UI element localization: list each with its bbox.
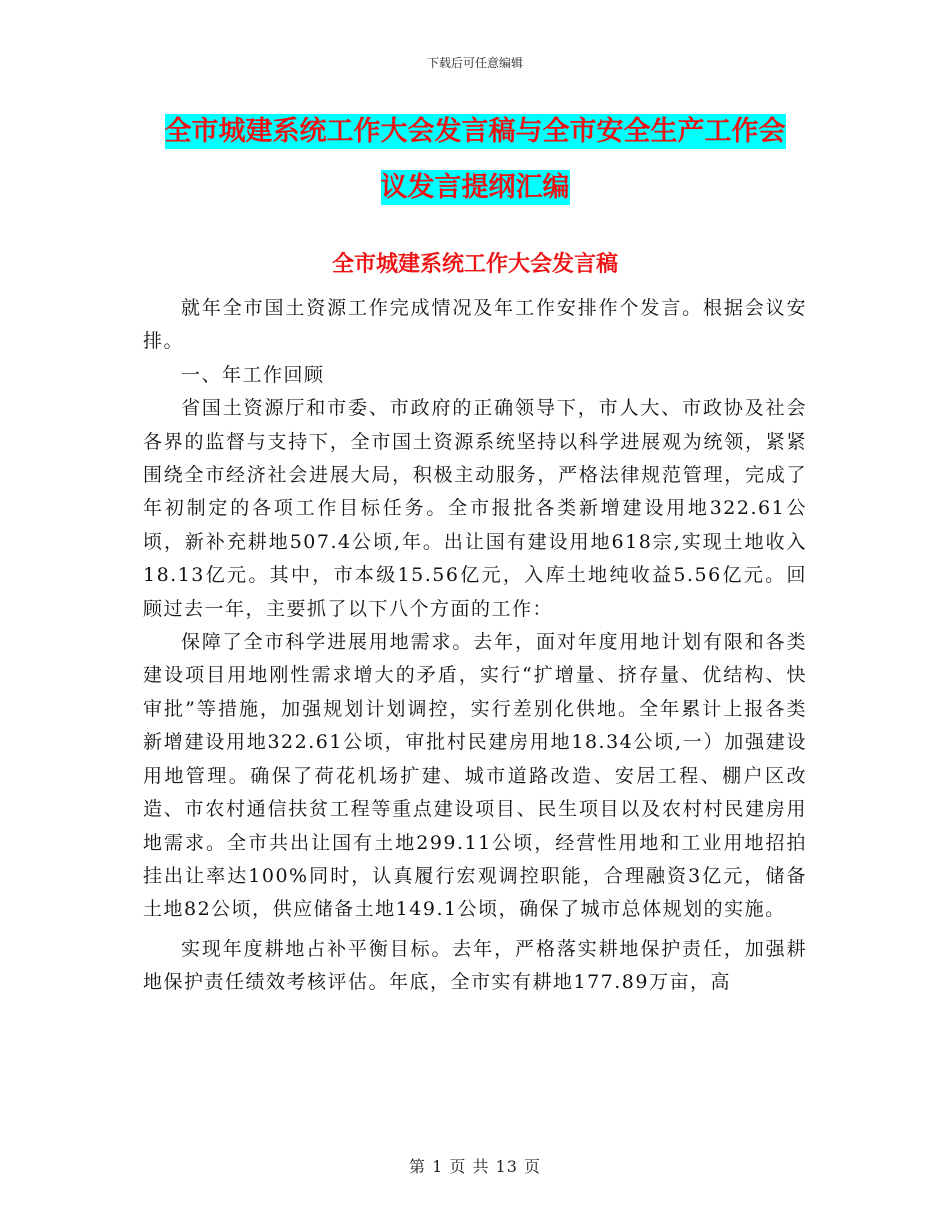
document-title-line-2: 议发言提纲汇编 [380,172,570,203]
paragraph-land-demand: 保障了全市科学进展用地需求。去年，面对年度用地计划有限和各类建设项目用地刚性需求增大的矛盾，实行“扩增量、挤存量、优结构、快审批”等措施，加强规划计划调控，实行差别化供地。全年累计上报各类新增建设用地322.61公顷，审批村民建房用地18.34公顷,一）加强建设用地管理。确保了荷花机场扩建、城市道路改造、安居工程、棚户区改造、市农村通信扶贫工程等重点建设项目、民生项目以及农村村民建房用地需求。全市共出让国有土地299.11公顷，经营性用地和工业用地招拍挂出让率达100%同时，认真履行宏观调控职能，合理融资3亿元，储备土地82公顷，供应储备土地149.1公顷，确保了城市总体规划的实施。 [143,631,807,921]
paragraph-intro: 就年全市国土资源工作完成情况及年工作安排作个发言。根据会议安排。 [143,297,807,353]
section-title: 全市城建系统工作大会发言稿 [331,252,618,277]
page-header-note: 下载后可任意编辑 [426,56,523,70]
page-footer-number: 第 1 页 共 13 页 [409,1157,541,1176]
document-body [143,292,807,1000]
paragraph-review-summary: 省国土资源厅和市委、市政府的正确领导下，市人大、市政协及社会各界的监督与支持下，全市国土资源系统坚持以科学进展观为统领，紧紧围绕全市经济社会进展大局，积极主动服务，严格法律规范管理，完成了年初制定的各项工作目标任务。全市报批各类新增建设用地322.61公顷，新补充耕地507.4公顷,年。出让国有建设用地618宗,实现土地收入18.13亿元。其中，市本级15.56亿元，入库土地纯收益5.56亿元。回顾过去一年，主要抓了以下八个方面的工作： [143,397,807,620]
document-title [140,104,810,216]
paragraph-farmland-balance: 实现年度耕地占补平衡目标。去年，严格落实耕地保护责任，加强耕地保护责任绩效考核评估。年底，全市实有耕地177.89万亩，高 [143,937,807,994]
document-title-line-1: 全市城建系统工作大会发言稿与全市安全生产工作会 [164,116,786,147]
paragraph-heading-review: 一、年工作回顾 [181,363,325,386]
